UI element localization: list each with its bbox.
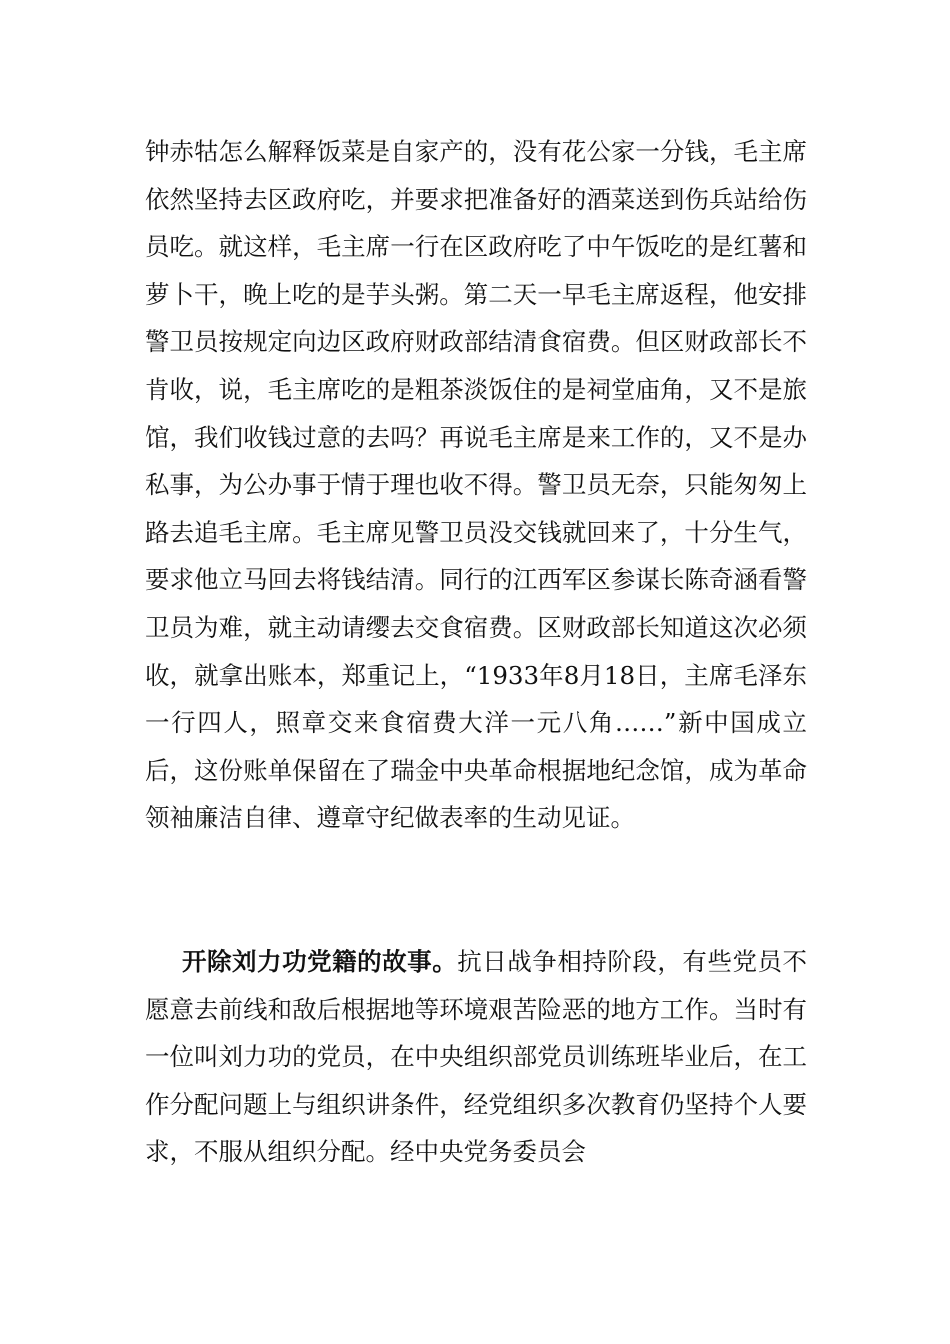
paragraph-2-text: 抗日战争相持阶段，有些党员不愿意去前线和敌后根据地等环境艰苦险恶的地方工作。当时有一位叫刘力功的党员，在中央组织部党员训练班毕业后，在工作分配问题上与组织讲条件，经党组织多次教育仍坚持个人要求，不服从组织分配。经中央党务委员会	[145, 947, 808, 1167]
paragraph-1	[145, 128, 807, 842]
paragraph-2-heading: 开除刘力功党籍的故事。	[182, 947, 458, 976]
paragraph-2	[145, 938, 807, 1176]
paragraph-1-text: 钟赤牯怎么解释饭菜是自家产的，没有花公家一分钱，毛主席依然坚持去区政府吃，并要求把准备好的酒菜送到伤兵站给伤员吃。就这样，毛主席一行在区政府吃了中午饭吃的是红薯和萝卜干，晚上吃的是芋头粥。第二天一早毛主席返程，他安排警卫员按规定向边区政府财政部结清食宿费。但区财政部长不肯收，说，毛主席吃的是粗茶淡饭住的是祠堂庙角，又不是旅馆，我们收钱过意的去吗？再说毛主席是来工作的，又不是办私事，为公办事于情于理也收不得。警卫员无奈，只能匆匆上路去追毛主席。毛主席见警卫员没交钱就回来了，十分生气，要求他立马回去将钱结清。同行的江西军区参谋长陈奇涵看警卫员为难，就主动请缨去交食宿费。区财政部长知道这次必须收，就拿出账本，郑重记上，“1933年8月18日，主席毛泽东一行四人，照章交来食宿费大洋一元八角……”新中国成立后，这份账单保留在了瑞金中央革命根据地纪念馆，成为革命领袖廉洁自律、遵章守纪做表率的生动见证。	[145, 137, 807, 833]
